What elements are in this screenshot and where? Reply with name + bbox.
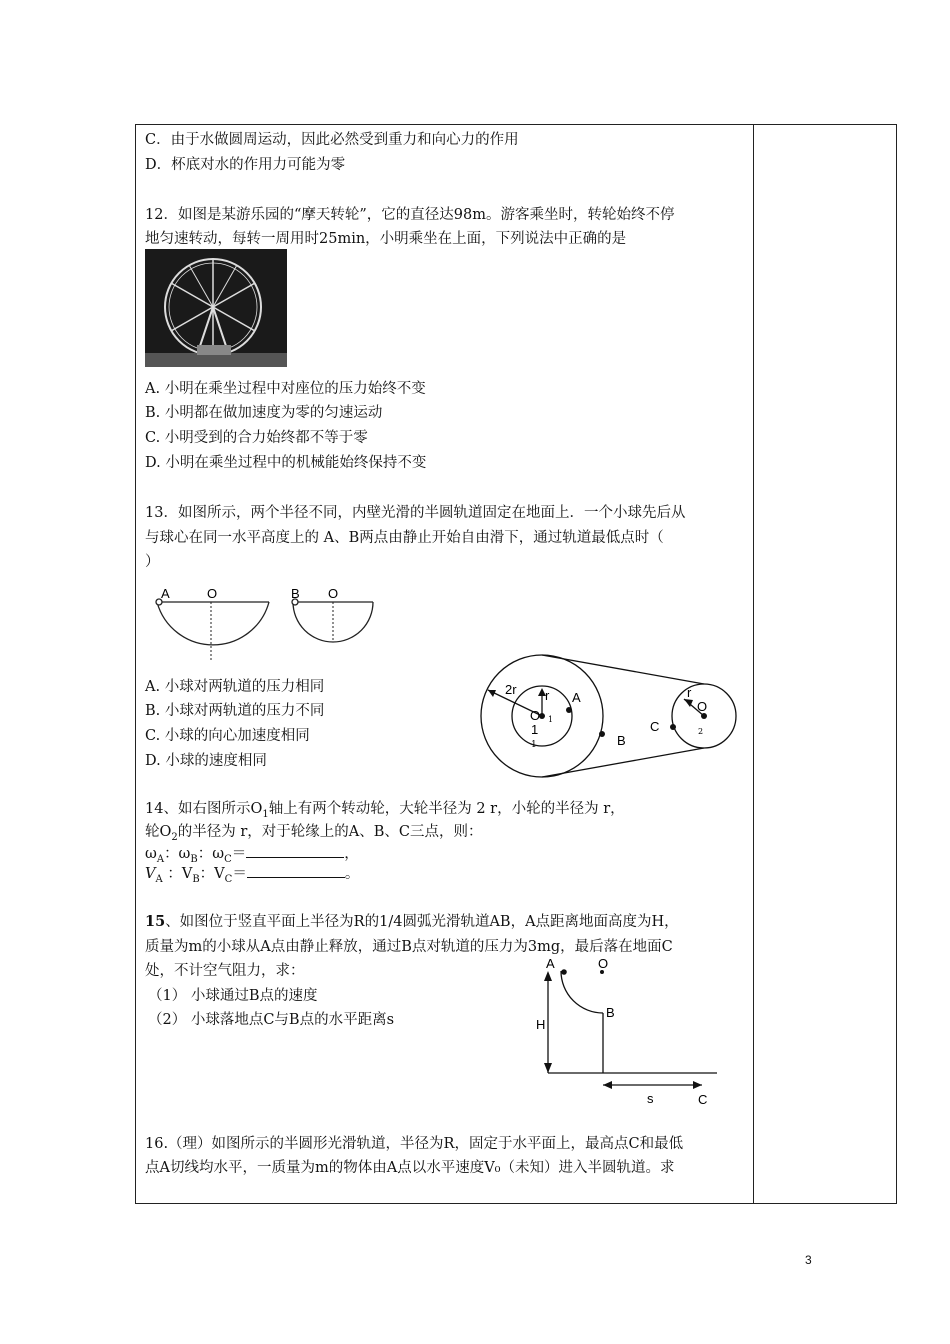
- omega-b: ：ω: [164, 846, 191, 862]
- answer-blank-omega: [246, 845, 344, 858]
- q12-stem-line1: 12．如图是某游乐园的“摩天转轮”，它的直径达98m。游客乘坐时，转轮始终不停: [145, 207, 675, 223]
- q12-option-b: B. 小明都在做加速度为零的匀速运动: [145, 405, 383, 421]
- q14-line1-end: 轴上有两个转动轮，大轮半径为 2 r，小轮的半径为 r，: [268, 801, 625, 817]
- q12-stem-line2: 地匀速转动，每转一周用时25min，小明乘坐在上面，下列说法中正确的是: [145, 231, 627, 247]
- q14-line1-sub: 1: [262, 808, 269, 820]
- q12-option-a: A. 小明在乘坐过程中对座位的压力始终不变: [145, 381, 426, 397]
- q13-option-a: A. 小球对两轨道的压力相同: [145, 679, 325, 695]
- q14-velocity-ratio: [145, 864, 359, 890]
- ferris-wheel-photo: [145, 249, 287, 367]
- omega-a: ω: [145, 846, 157, 862]
- arc-track-diagram: [532, 953, 732, 1107]
- label-1: 1: [531, 722, 539, 737]
- answer-blank-velocity: [247, 865, 345, 878]
- q15-stem-line1: [145, 912, 679, 932]
- omega-b-sub: B: [190, 853, 198, 865]
- v-c: ：V: [199, 866, 225, 882]
- omega-c-sub: C: [224, 853, 232, 865]
- q11-option-d: D．杯底对水的作用力可能为零: [145, 157, 346, 173]
- q13-stem-line3: ）: [145, 554, 160, 570]
- label-1-sub: 1: [531, 740, 537, 750]
- v-a-sub: A: [155, 873, 163, 885]
- q14-line1: [145, 799, 625, 825]
- center-o-label: O: [598, 956, 609, 971]
- q15-stem-line1-text: 、如图位于竖直平面上半径为R的1/4圆弧光滑轨道AB，A点距离地面高度为H，: [165, 914, 679, 930]
- q14-line1-start: 14、如右图所示O: [145, 801, 263, 817]
- comma: ，: [344, 846, 359, 862]
- q16-stem-line2: 点A切线均水平，一质量为m的物体由A点以水平速度V₀（未知）进入半圆轨道。求: [145, 1160, 675, 1176]
- distance-s-label: s: [647, 1091, 654, 1106]
- q13-stem-line1: 13．如图所示，两个半径不同，内壁光滑的半圆轨道固定在地面上．一个小球先后从: [145, 505, 686, 521]
- q15-part-1: （1） 小球通过B点的速度: [148, 988, 318, 1004]
- label-r-right-wheel: r: [687, 685, 692, 700]
- omega-a-sub: A: [156, 853, 165, 865]
- omega-c: ：ω: [197, 846, 225, 862]
- q15-stem-line2: 质量为m的小球从A点由静止释放，通过B点对轨道的压力为3mg，最后落在地面C: [145, 939, 673, 955]
- point-a-label: A: [546, 956, 555, 971]
- label-2r: 2r: [505, 682, 517, 697]
- q14-line2-sub: 2: [171, 831, 178, 843]
- q13-stem-line2: 与球心在同一水平高度上的 A、B两点由静止开始自由滑下，通过轨道最低点时（: [145, 530, 664, 546]
- semicircle-tracks-diagram: [145, 580, 375, 660]
- v-b-sub: B: [192, 873, 200, 885]
- point-b-label: B: [617, 733, 626, 748]
- point-c-label: C: [650, 719, 660, 734]
- v-c-sub: C: [224, 873, 233, 885]
- q13-option-b: B. 小球对两轨道的压力不同: [145, 703, 325, 719]
- center-o2-label: O: [328, 586, 339, 601]
- q13-option-d: D. 小球的速度相同: [145, 753, 267, 769]
- q12-option-c: C. 小明受到的合力始终都不等于零: [145, 430, 368, 446]
- equals: ＝: [231, 846, 247, 862]
- q14-line2-start: 轮O: [145, 824, 172, 840]
- center-o1-label: O: [530, 708, 541, 723]
- point-c-label: C: [698, 1092, 708, 1107]
- v-a: V: [145, 866, 156, 882]
- page-number: 3: [805, 1253, 812, 1267]
- height-h-label: H: [536, 1017, 546, 1032]
- q15-part-2: （2） 小球落地点C与B点的水平距离s: [148, 1012, 395, 1028]
- point-b-label: B: [606, 1005, 615, 1020]
- point-a-label: A: [572, 690, 581, 705]
- belt-wheels-diagram: [478, 652, 748, 782]
- center-o2-subscript: 2: [698, 727, 704, 736]
- q11-option-c: C．由于水做圆周运动，因此必然受到重力和向心力的作用: [145, 132, 519, 148]
- q14-line2-end: 的半径为 r，对于轮缘上的A、B、C三点，则：: [177, 824, 483, 840]
- center-o1-subscript: 1: [548, 715, 554, 724]
- q16-stem-line1: 16.（理）如图所示的半圆形光滑轨道，半径为R，固定于水平面上，最高点C和最低: [145, 1136, 684, 1152]
- label-r-small-wheel: r: [545, 688, 550, 703]
- v-b: ：V: [167, 866, 193, 882]
- point-b-label: B: [291, 586, 300, 601]
- q12-option-d: D. 小明在乘坐过程中的机械能始终保持不变: [145, 455, 427, 471]
- point-a-label: A: [161, 586, 170, 601]
- equals: ＝: [232, 866, 247, 882]
- period: 。: [344, 866, 360, 882]
- q13-option-c: C. 小球的向心加速度相同: [145, 728, 310, 744]
- q15-number: 15: [145, 913, 166, 930]
- q15-stem-line3: 处，不计空气阻力，求：: [145, 963, 305, 979]
- table-column-divider: [753, 124, 754, 1204]
- center-o1-label: O: [207, 586, 218, 601]
- center-o2-label: O: [697, 699, 708, 714]
